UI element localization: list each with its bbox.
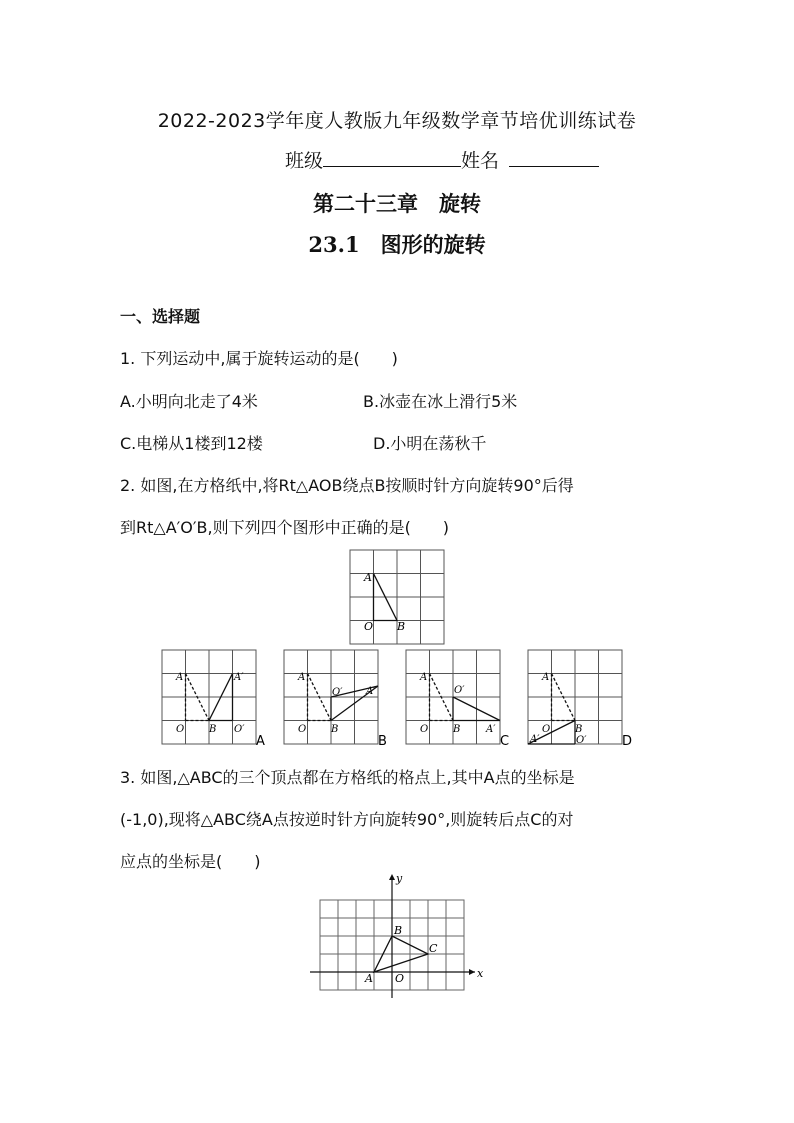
fig-a-label-o: O [176, 724, 185, 735]
class-label: 班级 [285, 150, 324, 172]
fig-d-label-op: O′ [576, 735, 587, 746]
q3-line3: 应点的坐标是( ) [120, 852, 261, 871]
name-label: 姓名 [461, 150, 500, 172]
fig-d-label-b: B [575, 724, 583, 735]
q2-main-label-a: A [364, 571, 372, 584]
chapter-title: 第二十三章 旋转 [313, 191, 481, 216]
name-blank[interactable] [509, 148, 599, 167]
q3-axes [310, 876, 475, 998]
q2-choice-a[interactable]: A [256, 734, 265, 749]
q2-line2: 到Rt△A′O′B,则下列四个图形中正确的是( ) [120, 518, 450, 537]
section-title: 23.1 图形的旋转 [308, 232, 486, 257]
q3-line1: 3. 如图,△ABC的三个顶点都在方格纸的格点上,其中A点的坐标是 [120, 768, 575, 787]
fig-c-label-b: B [453, 724, 461, 735]
fig-c-label-o: O [420, 724, 429, 735]
fig-b-label-op: O′ [332, 687, 343, 698]
q2-figure-c [406, 650, 500, 744]
fig-c-label-a: A [420, 672, 428, 683]
q2-choice-b[interactable]: B [378, 734, 387, 749]
part-heading: 一、选择题 [120, 307, 201, 326]
class-blank[interactable] [323, 148, 461, 167]
q1-option-c: C.电梯从1楼到12楼 [120, 434, 263, 453]
fig-a-label-op: O′ [234, 724, 245, 735]
q1-option-b: B.冰壶在冰上滑行5米 [363, 392, 518, 411]
q2-line1: 2. 如图,在方格纸中,将Rt△AOB绕点B按顺时针方向旋转90°后得 [120, 476, 574, 495]
fig-d-label-a: A [542, 672, 550, 683]
fig-a-label-a: A [176, 672, 184, 683]
q3-line2: (-1,0),现将△ABC绕A点按逆时针方向旋转90°,则旋转后点C的对 [120, 810, 574, 829]
q2-figure-b [284, 650, 378, 744]
q2-figure-a [162, 650, 256, 744]
q3-label-o: O [395, 972, 405, 985]
q1-option-a: A.小明向北走了4米 [120, 392, 258, 411]
x-axis-arrow-icon [469, 969, 475, 975]
q2-figure-d [528, 650, 622, 746]
q1-option-d: D.小明在荡秋千 [373, 434, 487, 453]
exam-title: 2022-2023学年度人教版九年级数学章节培优训练试卷 [157, 110, 637, 132]
q2-main-label-o: O [364, 620, 374, 633]
q3-label-y: y [396, 872, 403, 885]
q3-label-x: x [477, 967, 484, 980]
q3-label-b: B [394, 924, 403, 937]
fig-a-label-ap: A′ [234, 672, 244, 683]
q3-label-c: C [429, 942, 438, 955]
fig-a-label-b: B [209, 724, 217, 735]
fig-b-label-b: B [331, 724, 339, 735]
q3-label-a: A [365, 972, 373, 985]
fig-b-label-a: A [298, 672, 306, 683]
fig-d-label-ap: A′ [530, 734, 540, 745]
q2-choice-d[interactable]: D [622, 734, 633, 749]
q2-main-label-b: B [397, 620, 406, 633]
q2-choice-c[interactable]: C [500, 734, 510, 749]
fig-c-label-op: O′ [454, 685, 465, 696]
fig-b-label-o: O [298, 724, 307, 735]
fig-d-label-o: O [542, 724, 551, 735]
fig-c-label-ap: A′ [486, 724, 496, 735]
class-name-row [285, 146, 599, 173]
y-axis-arrow-icon [389, 874, 395, 880]
q2-figures [155, 545, 635, 750]
q1-stem: 1. 下列运动中,属于旋转运动的是( ) [120, 349, 398, 368]
q3-coordinate-figure [310, 870, 490, 1000]
fig-b-label-ap: A′ [366, 686, 376, 697]
